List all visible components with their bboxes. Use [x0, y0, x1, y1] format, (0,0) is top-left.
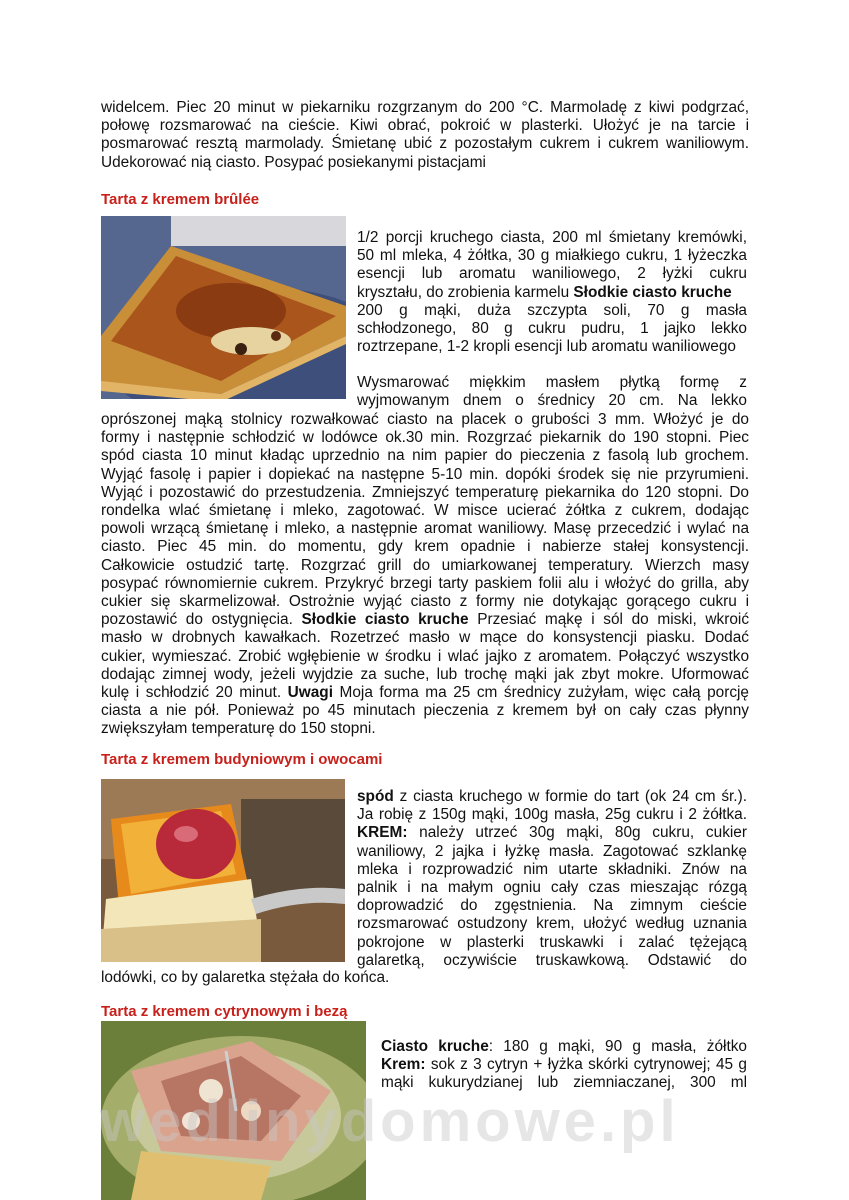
text-line: roztrzepane, 1-2 kropli esencji lub aromatu waniliowego: [357, 338, 736, 356]
text-line: Ciasto kruche: 180 g mąki, 90 g masła, żółtko: [381, 1038, 747, 1055]
text-line: KREM: należy utrzeć 30g mąki, 80g cukru, cukier: [357, 824, 747, 842]
text-line: Wysmarować miękkim masłem płytką formę z: [357, 374, 747, 391]
text-line: 50 ml mleka, 4 żółtka, 30 g miałkiego cukru, 1 łyżeczka: [357, 247, 747, 265]
text-line: kryształu, do zrobienia karmelu Słodkie ciasto kruche: [357, 283, 732, 301]
text-line: spód z ciasta kruchego w formie do tart (ok 24 cm śr.).: [357, 788, 747, 805]
text-line: powoli wrzącą śmietanę i mleko, a następnie aromat waniliowy. Masę przecedzić i wylać na: [101, 520, 749, 538]
text-line: rozsmarować ostudzony krem, ułożyć według uznania: [357, 915, 747, 933]
text-line: cukier się skarmelizował. Ostrożnie wyjąć ciasto z formy nie dotykając gorącego cukru i: [101, 593, 749, 611]
text-line: palnik i na małym ogniu cały czas mieszając rózgą: [357, 879, 747, 897]
text-line: Udekorować nią ciasto. Posypać posiekanymi pistacjami: [101, 153, 486, 171]
text-line: ciasto. Piec 45 min. do momentu, gdy krem opadnie i nabierze stałej konsystencji.: [101, 538, 749, 556]
text-line: posypać równomiernie cukrem. Przykryć brzegi tarty paskiem folii alu i włożyć do grilla, aby: [101, 574, 749, 592]
text-line: mąki kukurydzianej lub ziemniaczanej, 300 ml: [381, 1074, 747, 1092]
bold-label: Krem:: [381, 1056, 426, 1074]
text-line: rondelka wlać śmietanę i mleko, zagotować. W misce ucierać żółtka z cukrem, dodając: [101, 502, 749, 520]
text-line: esencji lub aromatu waniliowego, 2 łyżki cukru: [357, 265, 747, 283]
text-line: wyjmowanym dnem o średnicy 20 cm. Na lekko: [357, 392, 747, 410]
text-line: doprowadzić do zgęstnienia. Na zimnym cieście: [357, 897, 747, 915]
pudding-tart-photo: [101, 779, 345, 962]
text-line: mleka i rozprowadzić nim utarte składniki. Znów na: [357, 860, 747, 878]
text-line: Wyjąć i pozostawić do przestudzenia. Zmniejszyć temperaturę piekarnika do 120 stopni. Do: [101, 483, 749, 501]
text-line: masło w drobnych kawałkach. Rozetrzeć masło w mące do konsystencji piasku. Dodać: [101, 629, 749, 647]
text-line: zwiększyłam temperaturę do 150 stopni.: [101, 720, 376, 738]
recipe1-method-side: [357, 374, 747, 410]
text-line: Krem: sok z 3 cytryn + łyżka skórki cytrynowej; 45 g: [381, 1056, 747, 1074]
text-line: posmarować resztą marmolady. Śmietanę ubić z pozostałym cukrem i cukrem waniliowym.: [101, 135, 749, 153]
text-line: Wyjąć fasolę i papier i dopiekać na następne 5-10 min. dopóki środek się nie przyrumieni.: [101, 465, 749, 483]
text-line: kulę i schłodzić 20 minut. Uwagi Moja forma ma 25 cm średnicy zużyłam, więc całą porcję: [101, 684, 749, 702]
text-line: schłodzonego, 80 g cukru pudru, 1 jajko lekko: [357, 320, 747, 338]
recipe-title-creme-brulee: Tarta z kremem brûlée: [101, 191, 260, 208]
bold-label: Słodkie ciasto kruche: [301, 611, 469, 629]
text-line: spód ciasta 10 minut kładąc uprzednio na nim papier do pieczenia z fasolą lub grochem.: [101, 447, 749, 465]
bold-label: KREM:: [357, 824, 408, 842]
text-line: galaretką, oczywiście truskawkową. Odstawić do: [357, 951, 747, 969]
text-line: pokrojone w plasterki truskawki i zalać tężejącą: [357, 933, 747, 951]
text-line: 1/2 porcji kruchego ciasta, 200 ml śmietany kremówki,: [357, 229, 747, 246]
text-line: Ja robię z 150g mąki, 100g masła, 25g cukru i 2 żółtka.: [357, 806, 747, 824]
recipe2-side: [357, 788, 747, 970]
text-line: połowę rozsmarować na cieście. Kiwi obrać, pokroić w plasterki. Ułożyć je na tarcie i: [101, 117, 749, 135]
recipe-title-cytrynowy: Tarta z kremem cytrynowym i bezą: [101, 1003, 348, 1020]
text-line: dodając zimnej wody, jeżeli wyjdzie za suche, lub trochę mąki jak zbyt mokre. Uformować: [101, 665, 749, 683]
text-line: formy i następnie schłodzić w lodówce ok.30 min. Rozgrzać piekarnik do 190 stopni. Piec: [101, 429, 749, 447]
recipe1-method: [101, 411, 749, 739]
text-line: 200 g mąki, duża szczypta soli, 70 g masła: [357, 301, 747, 319]
recipe1-ingredients: [357, 229, 747, 356]
recipe3-side: [381, 1038, 747, 1093]
recipe-title-budyniowy: Tarta z kremem budyniowym i owocami: [101, 751, 383, 768]
text-line: ciasta a nie pół. Ponieważ po 45 minutach pieczenia z kremem był on cały czas płynny: [101, 702, 749, 720]
text-line: oprószonej mąką stolnicy rozwałkować ciasto na placek o grubości 3 mm. Włożyć je do: [101, 411, 749, 428]
text-line: waniliowy, 2 jajka i łyżkę masła. Zagotować szklankę: [357, 842, 747, 860]
creme-brulee-tart-photo: [101, 216, 346, 399]
text-line: widelcem. Piec 20 minut w piekarniku rozgrzanym do 200 °C. Marmoladę z kiwi podgrzać,: [101, 99, 749, 116]
bold-label: Słodkie ciasto kruche: [573, 283, 732, 301]
site-watermark: wedlinydomowe.pl: [100, 1089, 680, 1154]
bold-label: Ciasto kruche: [381, 1038, 489, 1055]
intro-paragraph: [101, 99, 749, 172]
text-line: lodówki, co by galaretka stężała do końca.: [101, 969, 390, 986]
text-line: Całkowicie ostudzić tartę. Rozgrzać grill do umiarkowanej temperatury. Wierzch masy: [101, 556, 749, 574]
bold-label: spód: [357, 788, 394, 805]
recipe2-full: [101, 969, 749, 987]
text-line: pozostawić do ostygnięcia. Słodkie ciasto kruche Przesiać mąkę i sól do miski, wkroić: [101, 611, 750, 629]
text-line: cukier, wymieszać. Zrobić wgłębienie w środku i wlać jajko z aromatem. Połączyć wszystko: [101, 647, 749, 665]
bold-label: Uwagi: [287, 684, 333, 702]
